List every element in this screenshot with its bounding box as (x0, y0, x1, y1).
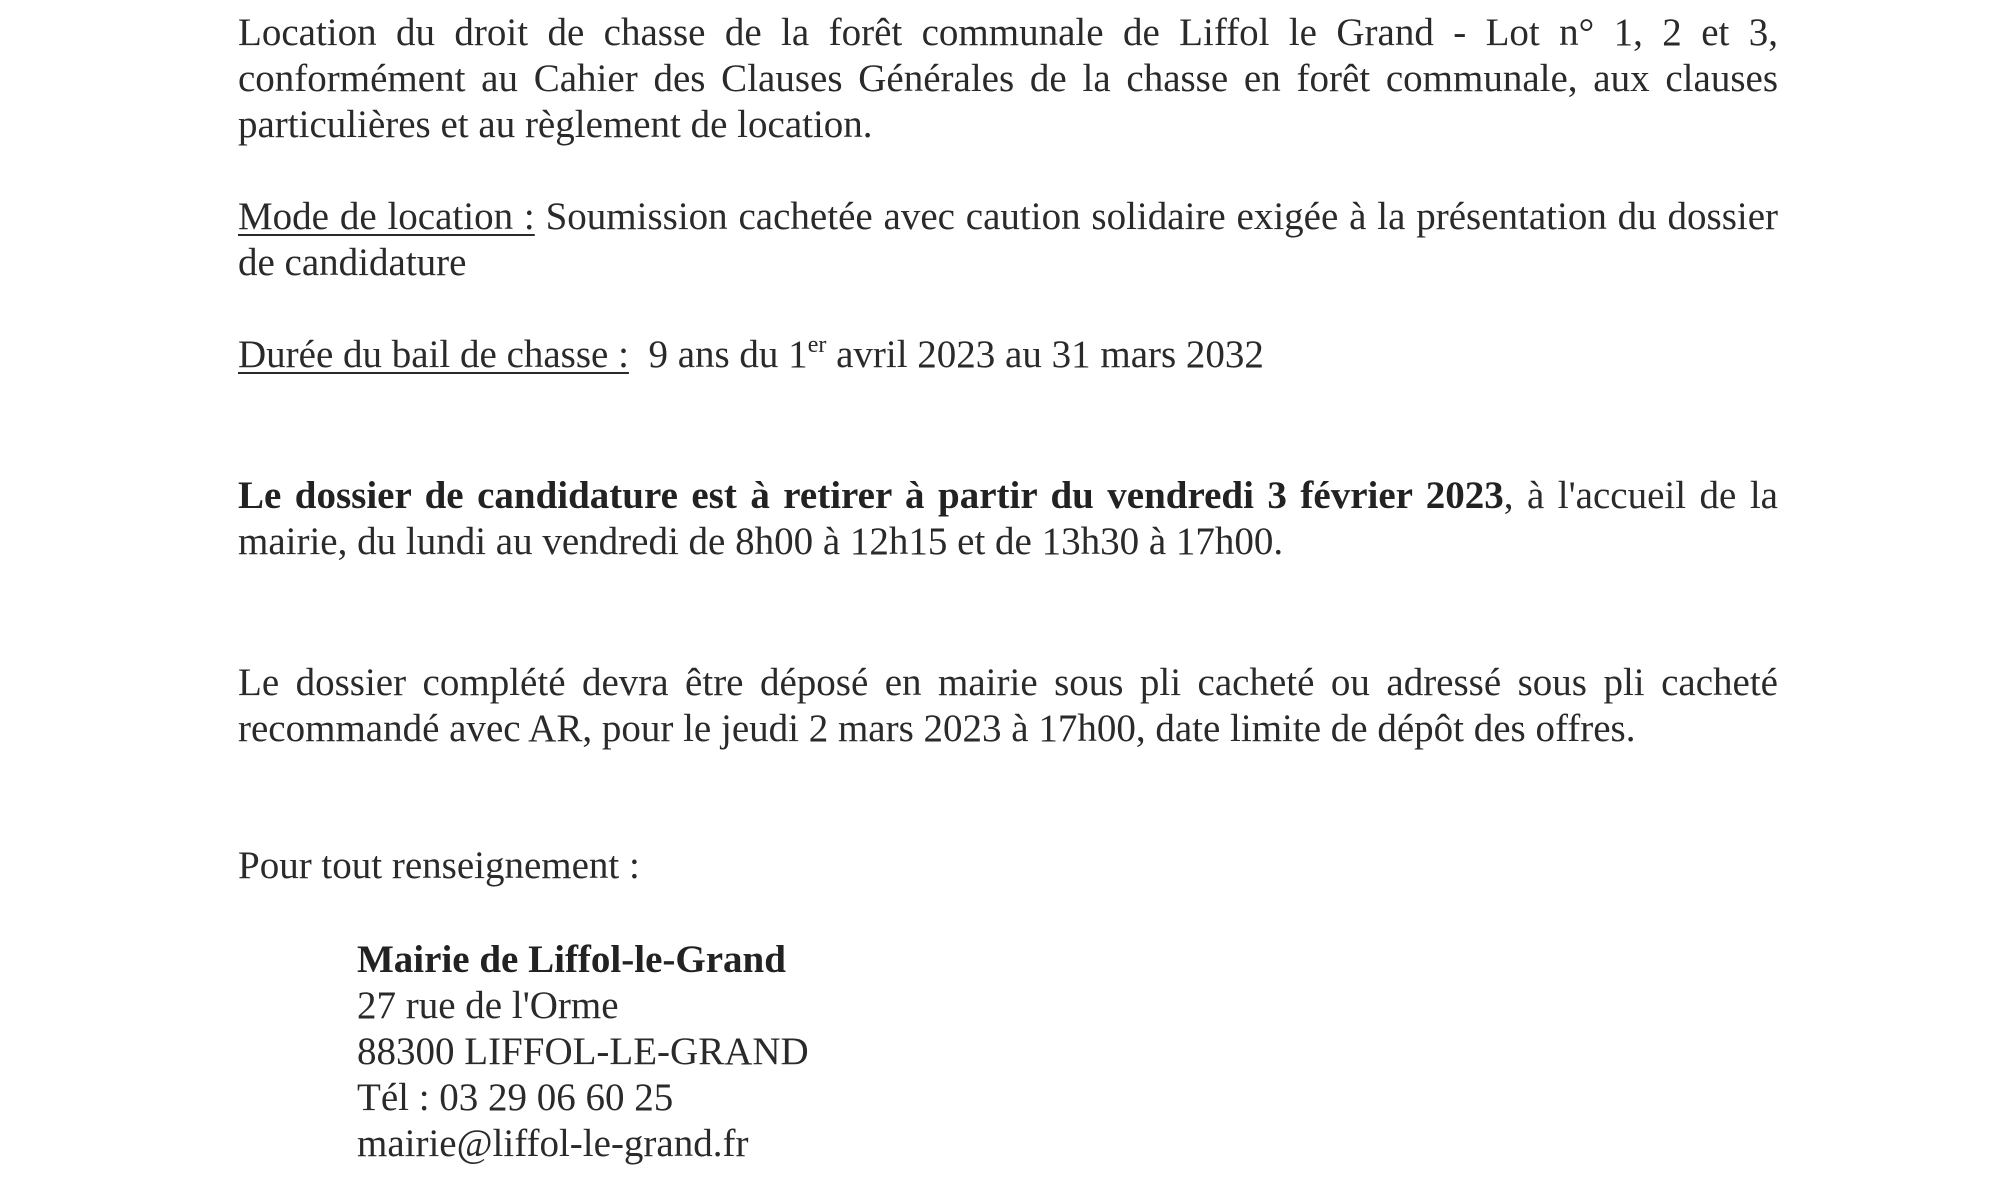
depot-dossier-paragraph (238, 660, 1778, 752)
mode-location-text: Soumission cachetée avec caution solidaire exigée à la présentation du dossier de candidature (238, 195, 1779, 284)
retrait-dossier-paragraph (238, 473, 1778, 565)
contact-street: 27 rue de l'Orme (357, 984, 619, 1027)
renseignement-line (238, 843, 1778, 889)
duree-bail-label: Durée du bail de chasse : (238, 333, 629, 376)
duree-bail-text-end: avril 2023 au 31 mars 2032 (836, 333, 1264, 376)
contact-name: Mairie de Liffol-le-Grand (357, 938, 786, 981)
contact-email: mairie@liffol-le-grand.fr (357, 1122, 749, 1165)
intro-text: Location du droit de chasse de la forêt communale de Liffol le Grand - Lot n° 1, 2 et 3, conformément au Cahier des Clauses Générales de la chasse en forêt communale, aux clauses particulières et au règlement de location. (238, 11, 1778, 146)
duree-bail-superscript: er (807, 332, 827, 358)
contact-city: 88300 LIFFOL-LE-GRAND (357, 1030, 809, 1073)
contact-address-block (357, 937, 809, 1167)
mode-location-label: Mode de location : (238, 195, 535, 238)
renseignement-text: Pour tout renseignement : (238, 844, 640, 887)
retrait-dossier-bold: Le dossier de candidature est à retirer à partir du vendredi 3 février 2023 (238, 474, 1504, 517)
duree-bail-paragraph (238, 332, 1778, 378)
duree-bail-text-start: 9 ans du 1 (648, 333, 808, 376)
intro-paragraph (238, 10, 1778, 148)
mode-location-paragraph (238, 194, 1778, 286)
contact-phone: Tél : 03 29 06 60 25 (357, 1076, 674, 1119)
depot-dossier-text: Le dossier complété devra être déposé en mairie sous pli cacheté ou adressé sous pli cacheté recommandé avec AR, pour le jeudi 2 mars 2023 à 17h00, date limite de dépôt des offres. (238, 661, 1778, 750)
retrait-dossier-text: , à l'accueil de la mairie, du lundi au vendredi de 8h00 à 12h15 et de 13h30 à 17h00. (238, 474, 1778, 563)
